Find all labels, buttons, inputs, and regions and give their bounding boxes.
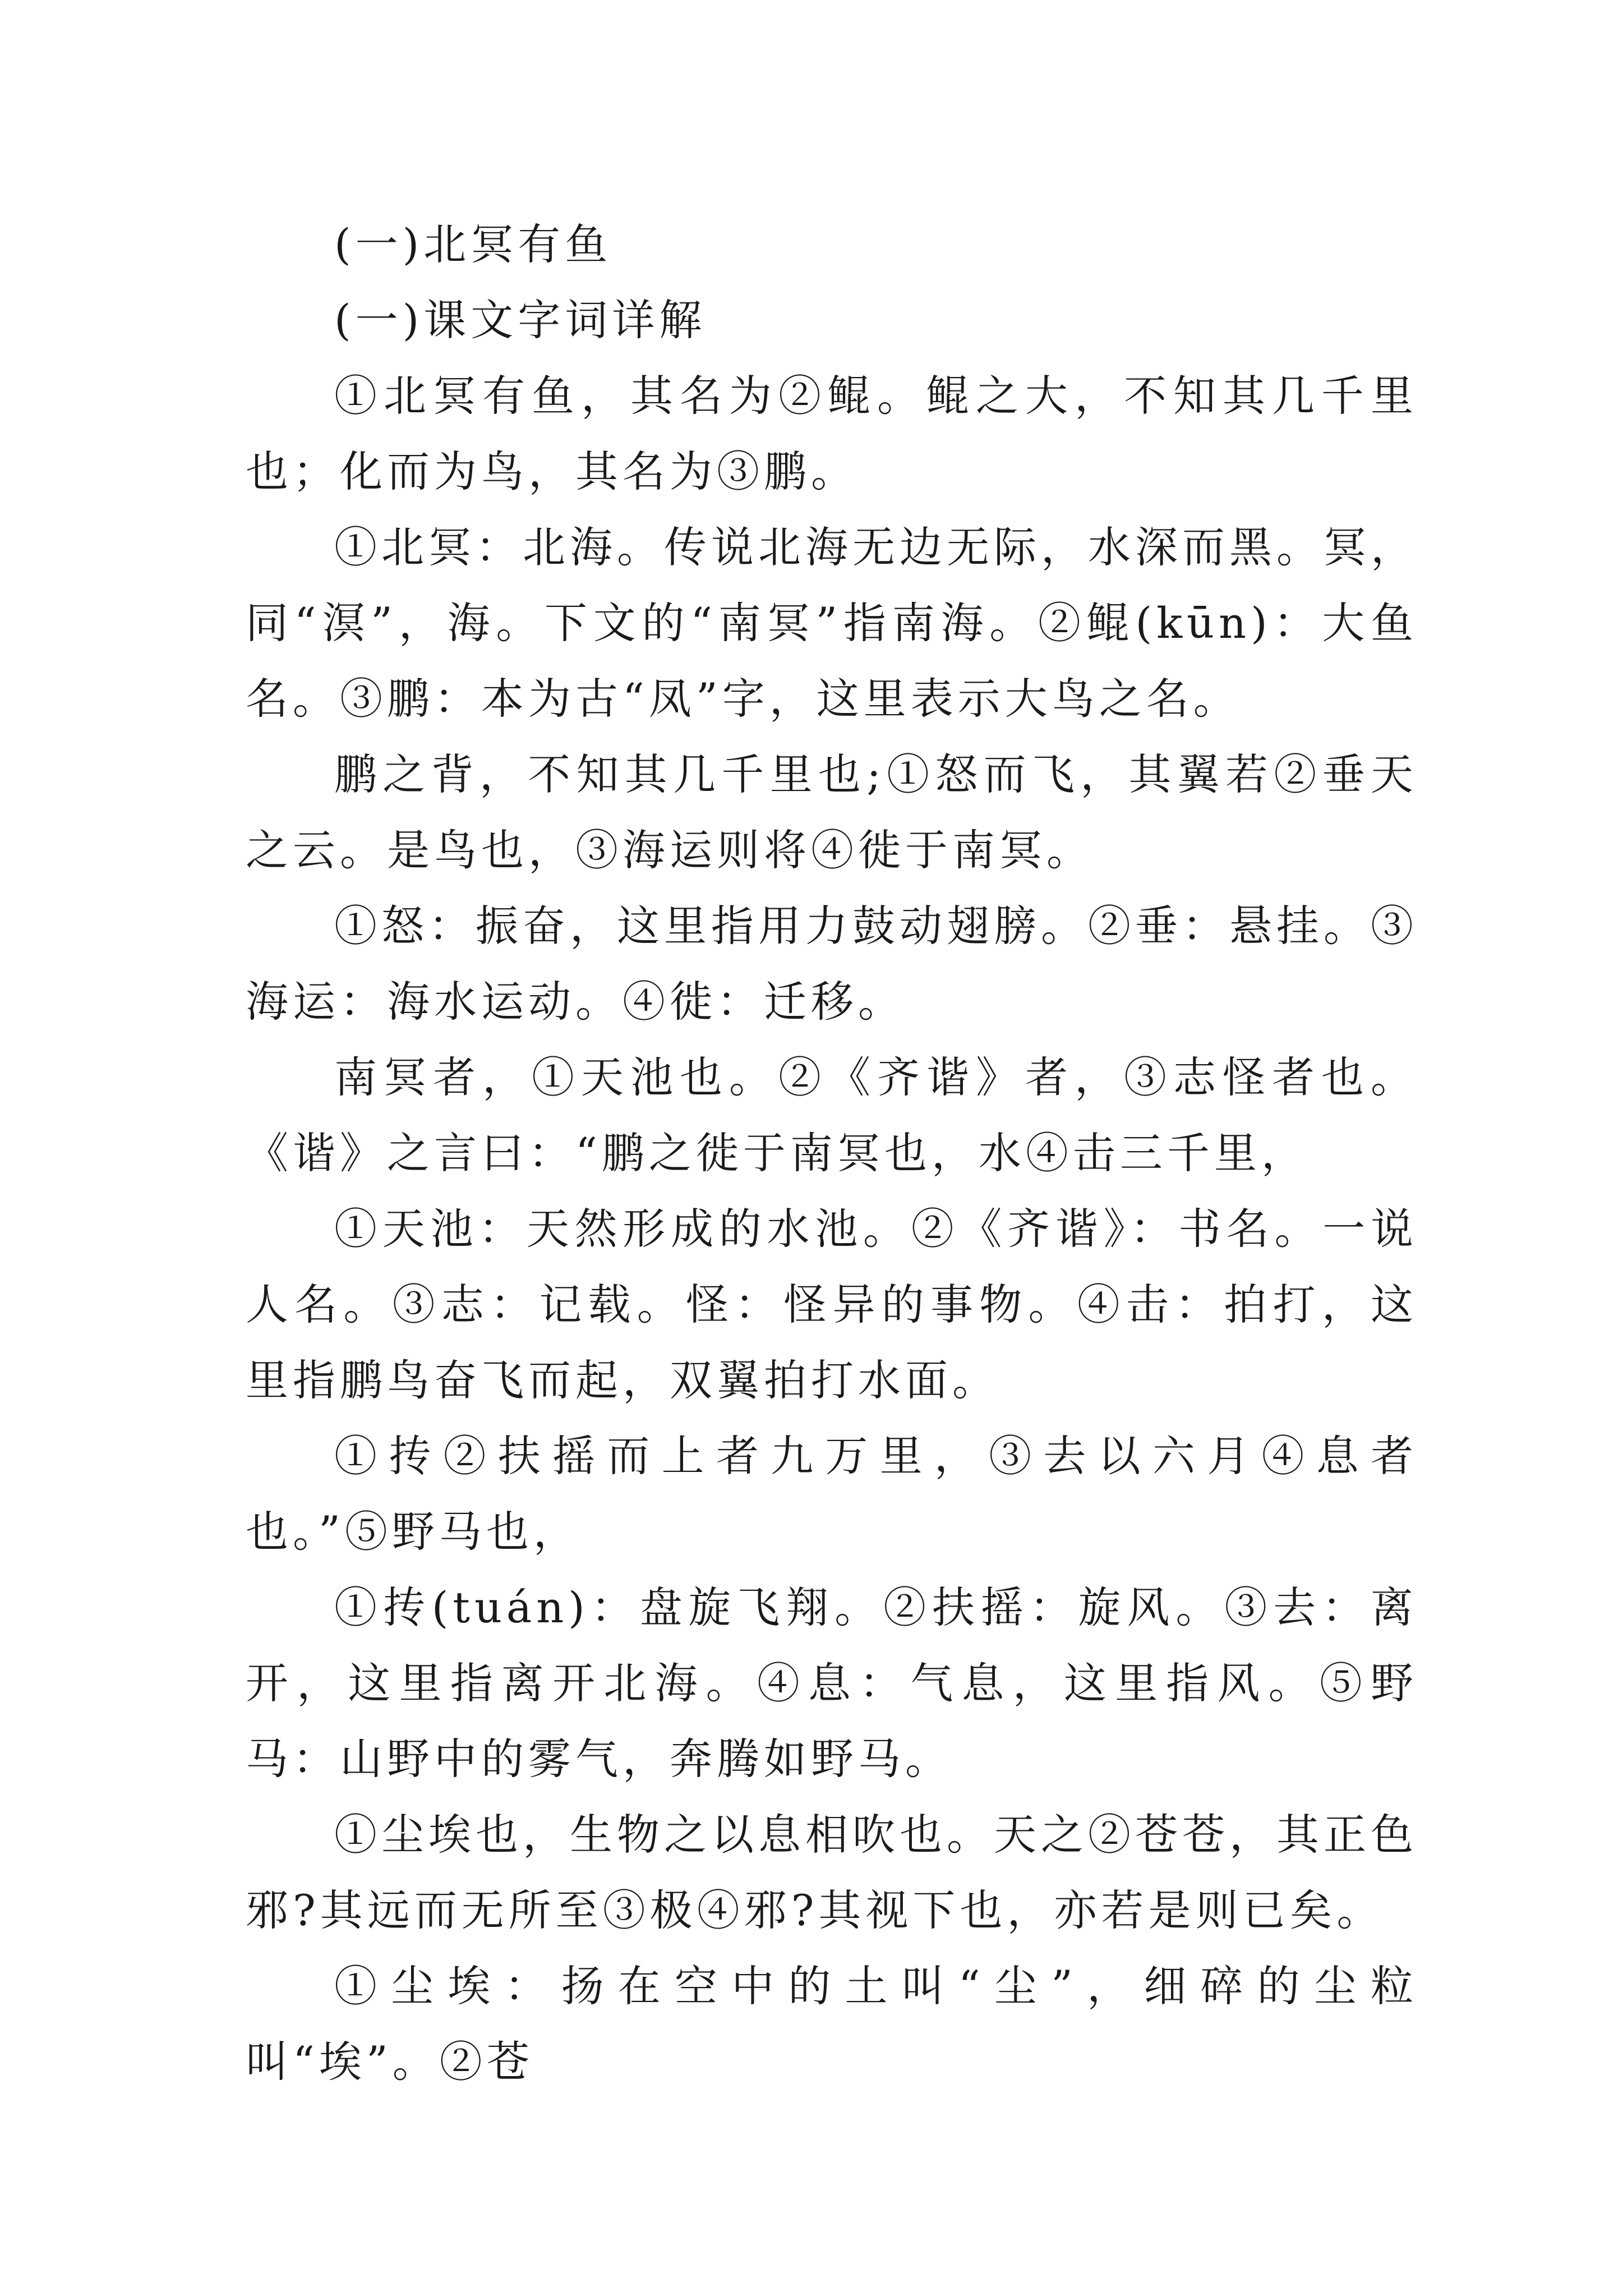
annotation-paragraph: ①北冥：北海。传说北海无边无际，水深而黑。冥，同“溟”，海。下文的“南冥”指南海。②鲲(kūn)：大鱼名。③鹏：本为古“凤”字，这里表示大鸟之名。 <box>246 522 1418 724</box>
original-text-paragraph: ①抟②扶摇而上者九万里，③去以六月④息者也。”⑤野马也， <box>246 1431 1418 1557</box>
document-body <box>246 206 1418 2100</box>
annotation-paragraph: ①怒：振奋，这里指用力鼓动翅膀。②垂：悬挂。③海运：海水运动。④徙：迁移。 <box>246 901 1418 1027</box>
annotation-paragraph: ①天池：天然形成的水池。②《齐谐》：书名。一说人名。③志：记载。怪：怪异的事物。④击：拍打，这里指鹏鸟奋飞而起，双翼拍打水面。 <box>246 1204 1418 1405</box>
original-text-paragraph: ①尘埃也，生物之以息相吹也。天之②苍苍，其正色邪?其远而无所至③极④邪?其视下也，亦若是则已矣。 <box>246 1810 1418 1935</box>
original-text-paragraph: 南冥者，①天池也。②《齐谐》者，③志怪者也。《谐》之言曰：“鹏之徙于南冥也，水④击三千里， <box>246 1052 1418 1178</box>
original-text-paragraph: 鹏之背，不知其几千里也;①怒而飞，其翼若②垂天之云。是鸟也，③海运则将④徙于南冥。 <box>246 749 1418 875</box>
subsection-title: (一)课文字词详解 <box>334 295 707 345</box>
original-text-paragraph: ①北冥有鱼，其名为②鲲。鲲之大，不知其几千里也；化而为鸟，其名为③鹏。 <box>246 371 1418 496</box>
annotation-paragraph: ①尘埃：扬在空中的土叫“尘”，细碎的尘粒叫“埃”。②苍 <box>246 1961 1418 2087</box>
annotation-paragraph: ①抟(tuán)：盘旋飞翔。②扶摇：旋风。③去：离开，这里指离开北海。④息：气息，这里指风。⑤野马：山野中的雾气，奔腾如野马。 <box>246 1582 1418 1784</box>
section-title: (一)北冥有鱼 <box>334 219 612 269</box>
